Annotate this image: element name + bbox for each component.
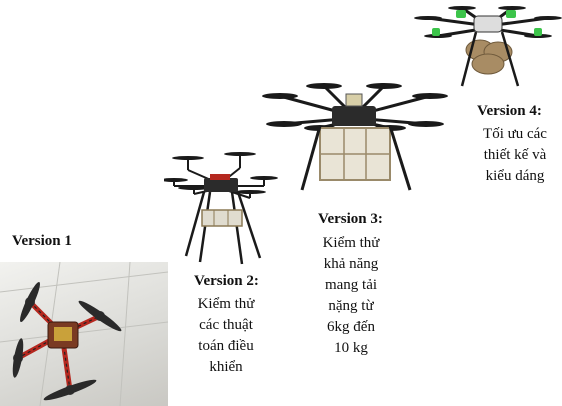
octocopter-v4-icon — [414, 2, 562, 94]
description-line: 10 kg — [334, 340, 368, 356]
description-line: Kiểm thử — [322, 235, 380, 251]
quadcopter-v1-icon — [0, 262, 168, 406]
description-line: Kiểm thử — [197, 296, 255, 312]
description-line: khiển — [209, 359, 243, 375]
version-3-description — [306, 233, 396, 359]
version-1-title: Version 1 — [12, 233, 72, 249]
version-1-quadcopter-photo — [0, 262, 168, 406]
description-line: nặng từ — [328, 298, 374, 314]
description-line: thiết kế và — [483, 147, 547, 163]
description-line: kiểu dáng — [485, 168, 545, 184]
description-line: 6kg đến — [327, 319, 375, 335]
version-4-description — [468, 124, 562, 187]
description-line: mang tải — [324, 277, 378, 293]
octocopter-v3-icon — [262, 78, 448, 196]
version-3-title: Version 3: — [318, 211, 383, 227]
version-2-description — [186, 294, 266, 378]
description-line: khả năng — [323, 256, 379, 272]
description-line: Tối ưu các — [483, 126, 547, 142]
description-line: các thuật — [199, 317, 253, 333]
version-4-title: Version 4: — [477, 103, 542, 119]
description-line: toán điều — [198, 338, 254, 354]
version-2-title: Version 2: — [194, 273, 259, 289]
